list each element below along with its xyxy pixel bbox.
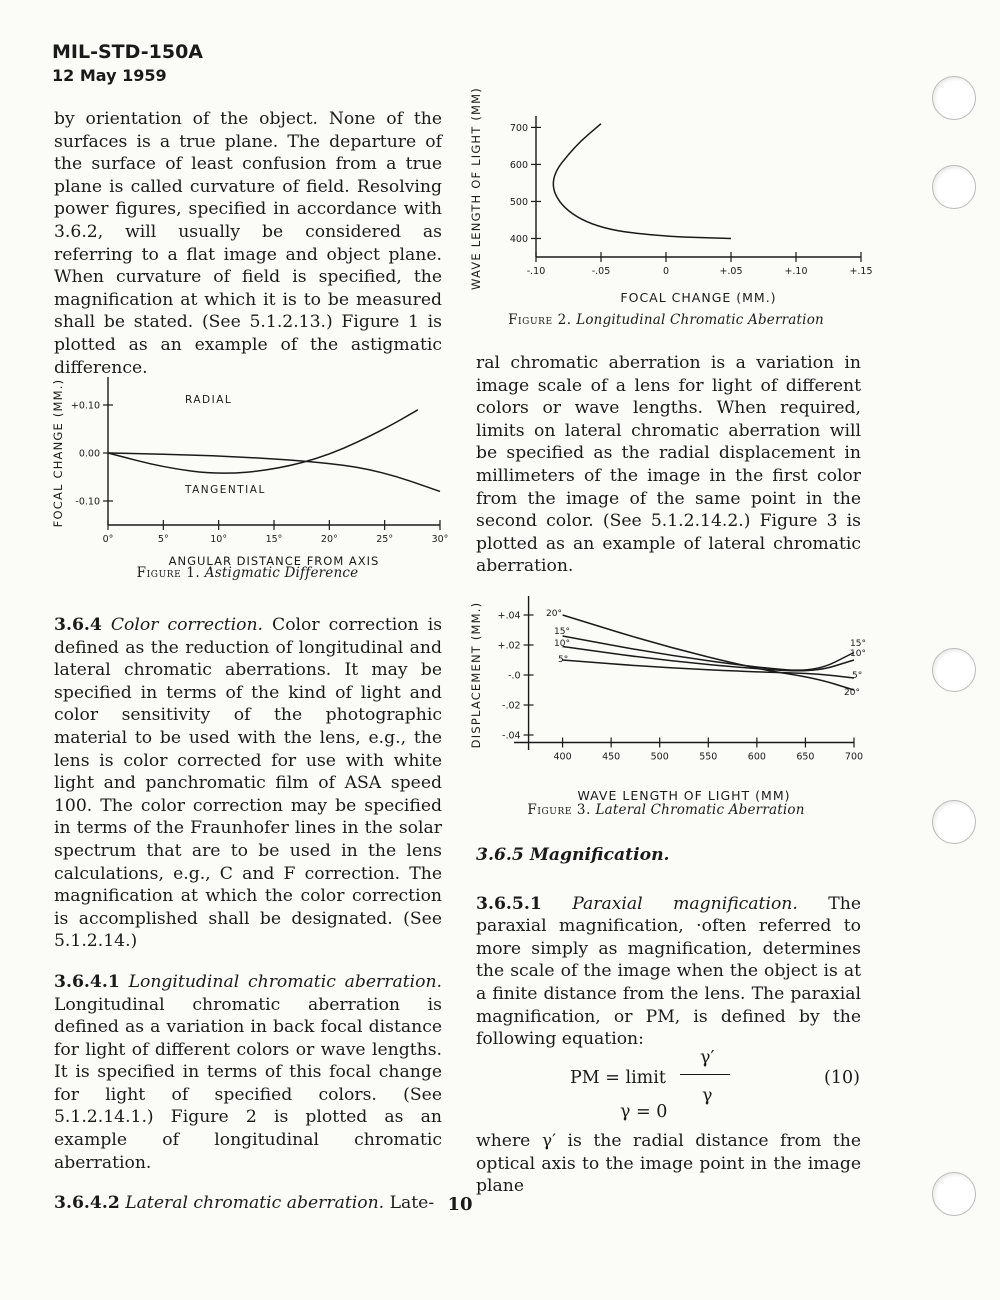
binder-hole xyxy=(932,76,976,120)
section-body: Color correction is defined as the reduction of longitudinal and lateral chromatic aberrations. It may be specified in terms of the kind of light and color sensitivity of the photographic material to be used with the lens, e.g., the lens is color corrected for use with white light and panchromatic film of ASA speed 100. The color correction may be specified in terms of the Fraunhofer lines in the solar spectrum that are to be used in the lens calculations, e.g., C and F correction. The magnification at which the color correction is accomplished shall be designated. (See 5.1.2.14.) xyxy=(54,615,443,952)
page-number: 10 xyxy=(447,1194,473,1215)
section-3-6-4-2 xyxy=(54,1192,442,1215)
series-line-1 xyxy=(108,453,440,491)
right-column-top xyxy=(476,352,861,578)
x-tick-label: 15° xyxy=(265,534,283,545)
x-tick-label: 0 xyxy=(662,266,670,277)
section-title: Longitudinal chromatic aberration. xyxy=(128,971,443,992)
section-3-6-4 xyxy=(54,614,442,953)
equation-numerator: γ′ xyxy=(700,1048,715,1068)
x-tick-label: 20° xyxy=(320,534,338,545)
document-header xyxy=(52,40,203,88)
figure-3 xyxy=(466,590,866,825)
section-body: Late- xyxy=(389,1193,435,1214)
section-number: 3.6.5.1 xyxy=(476,893,542,914)
standard-number: MIL-STD-150A xyxy=(52,41,203,63)
x-tick-label: +.05 xyxy=(719,266,743,277)
binder-hole xyxy=(932,165,976,209)
x-axis-label: ANGULAR DISTANCE FROM AXIS xyxy=(168,554,380,568)
y-tick-label: -.0 xyxy=(508,670,521,682)
series-label: 5° xyxy=(558,655,569,665)
left-column-bottom xyxy=(54,614,442,1215)
x-tick-label: 5° xyxy=(157,534,169,545)
series-line-0 xyxy=(553,124,731,239)
y-tick-label: +.02 xyxy=(497,640,521,652)
section-body: Longitudinal chromatic aberration is defined as a variation in back focal distance for light of different colors or wave lengths. It is specified in terms of this focal change for light of specified colors. (See 5.1.2.14.1.) Figure 2 is plotted as an example of longitudinal chromatic aberration. xyxy=(54,994,442,1173)
equation-10 xyxy=(572,1040,862,1140)
equation-limit: γ = 0 xyxy=(620,1102,668,1122)
section-heading xyxy=(476,845,670,865)
y-tick-label: 600 xyxy=(509,159,528,171)
figure-3-caption-title: Lateral Chromatic Aberration xyxy=(595,802,805,818)
section-3-6-5 xyxy=(476,844,861,867)
section-number: 3.6.4.2 xyxy=(54,1193,120,1214)
figure-1-caption-title: Astigmatic Difference xyxy=(204,565,359,581)
section-heading-text: 3.6.5 Magnification. xyxy=(476,845,670,865)
section-title: Color correction. xyxy=(110,615,263,635)
binder-hole xyxy=(932,800,976,844)
right-column-bottom xyxy=(476,844,861,1051)
x-tick-label: -.05 xyxy=(591,266,611,277)
x-tick-label: 600 xyxy=(747,751,766,763)
y-tick-label: 500 xyxy=(509,196,528,208)
paragraph-curvature-of-field: by orientation of the object. None of the surfaces is a true plane. The departure of the surface of least confusion from a true plane is called curvature of field. Resolving power figures, specified in accordance with 3.6.2, will usually be considered as referring to a flat image and object plane. When curvature of field is specified, the magnification at which it is to be measured shall be stated. (See 5.1.2.13.) Figure 1 is plotted as an example of the astigmatic difference. xyxy=(54,109,442,378)
section-number: 3.6.4 xyxy=(54,615,102,635)
x-tick-label: 450 xyxy=(602,751,621,763)
x-tick-label: 10° xyxy=(210,534,228,545)
y-tick-label: -.04 xyxy=(502,730,521,742)
y-tick-label: +0.10 xyxy=(70,400,100,412)
equation-denominator: γ xyxy=(702,1086,713,1106)
x-axis-label: FOCAL CHANGE (MM.) xyxy=(620,290,777,305)
series-end-label: 20° xyxy=(844,688,860,698)
series-line-2 xyxy=(563,647,854,671)
binder-hole xyxy=(932,648,976,692)
y-axis-label: WAVE LENGTH OF LIGHT (MM) xyxy=(469,87,483,290)
binder-hole xyxy=(932,1172,976,1216)
series-label: 15° xyxy=(554,627,570,637)
paragraph-lateral-chromatic: ral chromatic aberration is a variation in image scale of a lens for light of different colors or wave lengths. When required, limits on lateral chromatic aberration will be specified as the radial displacement in millimeters of the image in the first color from the image of the same point in the second color. (See 5.1.2.14.2.) Figure 3 is plotted as an example of lateral chromatic aberration. xyxy=(476,353,861,577)
section-title: Paraxial magnification. xyxy=(572,893,798,914)
figure-1-caption xyxy=(50,565,445,581)
figure-3-caption xyxy=(466,802,866,818)
y-tick-label: 700 xyxy=(509,122,528,134)
section-number: 3.6.4.1 xyxy=(54,971,120,992)
series-end-label: 15° xyxy=(850,639,866,649)
figure-3-caption-prefix: Figure 3. xyxy=(527,802,592,818)
series-label: 20° xyxy=(546,609,562,619)
figure-1 xyxy=(50,365,449,590)
series-end-label: 5° xyxy=(852,671,863,681)
x-tick-label: 30° xyxy=(431,534,449,545)
figure-2-caption-title: Longitudinal Chromatic Aberration xyxy=(576,312,824,328)
y-tick-label: +.04 xyxy=(497,610,521,622)
equation-lhs: PM = limit xyxy=(570,1068,666,1088)
x-tick-label: 700 xyxy=(844,751,864,763)
figure-3-chart xyxy=(466,590,866,802)
paragraph-after-equation: where γ′ is the radial distance from the optical axis to the image point in the image plane xyxy=(476,1131,861,1197)
right-column-end xyxy=(476,1130,861,1198)
x-tick-label: -.10 xyxy=(526,266,546,277)
figure-2-chart xyxy=(466,87,873,312)
left-column-top xyxy=(54,108,442,379)
section-title: Lateral chromatic aberration. xyxy=(125,1193,385,1214)
x-axis-label: WAVE LENGTH OF LIGHT (MM) xyxy=(577,788,791,803)
x-tick-label: +.15 xyxy=(849,266,873,277)
y-axis-label: DISPLACEMENT (MM.) xyxy=(469,601,483,749)
x-tick-label: 550 xyxy=(699,751,718,763)
series-label: RADIAL xyxy=(185,394,233,406)
figure-2-caption xyxy=(466,312,866,328)
x-tick-label: +.10 xyxy=(784,266,808,277)
document-date: 12 May 1959 xyxy=(52,66,167,85)
figure-1-chart xyxy=(50,365,449,568)
fraction-bar xyxy=(680,1074,730,1075)
section-3-6-4-1 xyxy=(54,971,442,1174)
y-tick-label: 0.00 xyxy=(78,448,100,460)
x-tick-label: 500 xyxy=(650,751,669,763)
series-end-label: 10° xyxy=(850,649,866,659)
x-tick-label: 400 xyxy=(553,751,572,763)
series-label: 10° xyxy=(554,639,570,649)
y-tick-label: -.02 xyxy=(502,700,521,712)
x-tick-label: 650 xyxy=(796,751,815,763)
figure-1-caption-prefix: Figure 1. xyxy=(136,565,201,581)
y-tick-label: -0.10 xyxy=(75,496,100,508)
section-3-6-5-1 xyxy=(476,893,861,1051)
y-tick-label: 400 xyxy=(509,233,528,245)
x-tick-label: 25° xyxy=(376,534,394,545)
y-axis-label: FOCAL CHANGE (MM.) xyxy=(51,378,65,528)
equation-number: (10) xyxy=(824,1068,860,1088)
series-line-0 xyxy=(108,410,418,473)
figure-2 xyxy=(466,87,873,337)
section-body: The paraxial magnification, ·often referred to more simply as magnification, determines the scale of the image when the object is at a finite distance from the lens. The paraxial magnification, or PM, is defined by the following equation: xyxy=(476,893,861,1050)
figure-2-caption-prefix: Figure 2. xyxy=(508,312,572,328)
series-label: TANGENTIAL xyxy=(185,484,266,496)
x-tick-label: 0° xyxy=(102,534,114,545)
